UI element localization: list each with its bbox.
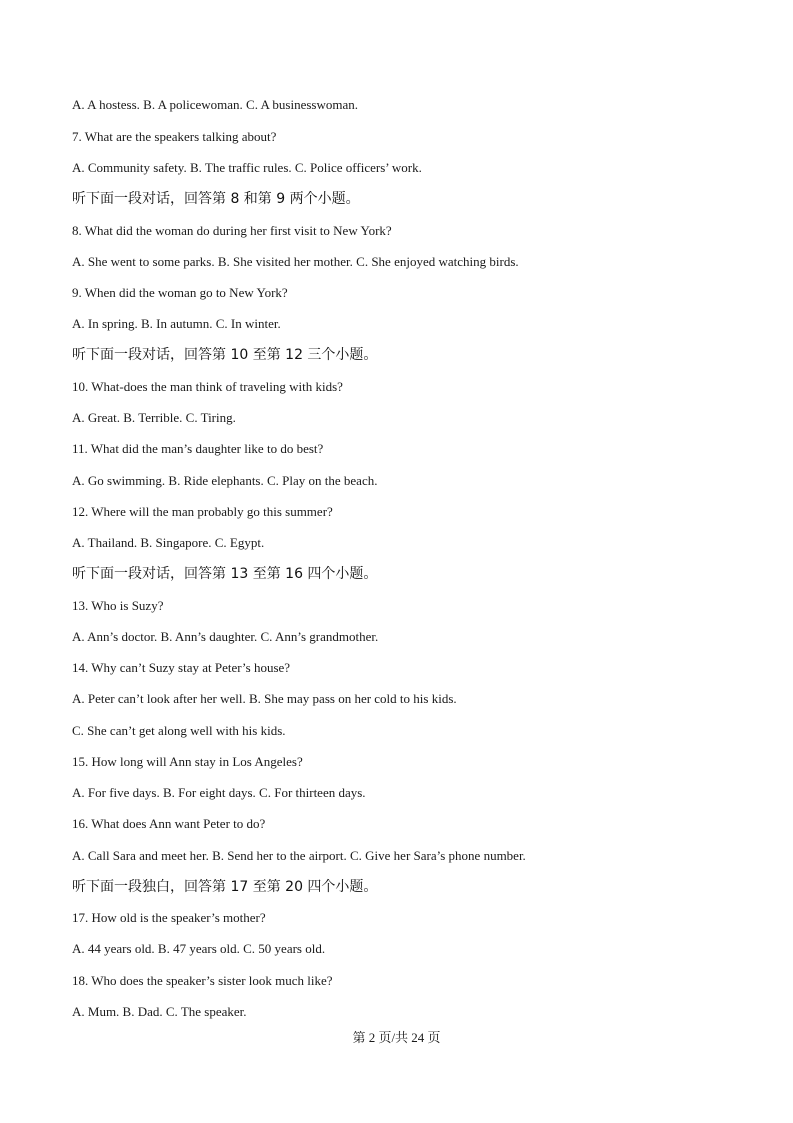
question-line: 12. Where will the man probably go this summer? <box>72 504 333 519</box>
options-line: C. She can’t get along well with his kids. <box>72 723 286 738</box>
options-line: A. In spring. B. In autumn. C. In winter. <box>72 316 281 331</box>
options-line: A. Peter can’t look after her well. B. She may pass on her cold to his kids. <box>72 691 457 706</box>
options-line: A. Mum. B. Dad. C. The speaker. <box>72 1004 247 1019</box>
options-line: A. 44 years old. B. 47 years old. C. 50 years old. <box>72 941 326 956</box>
options-line: A. She went to some parks. B. She visited her mother. C. She enjoyed watching birds. <box>72 254 519 269</box>
page-number-footer: 第 2 页/共 24 页 <box>352 1030 441 1045</box>
question-line: 11. What did the man’s daughter like to do best? <box>72 441 324 456</box>
options-line: A. For five days. B. For eight days. C. For thirteen days. <box>72 785 366 800</box>
question-line: 15. How long will Ann stay in Los Angeles? <box>72 754 303 769</box>
options-line: A. Great. B. Terrible. C. Tiring. <box>72 410 236 425</box>
question-line: 13. Who is Suzy? <box>72 598 164 613</box>
options-line: A. Call Sara and meet her. B. Send her to the airport. C. Give her Sara’s phone number. <box>72 848 526 863</box>
options-line: A. Community safety. B. The traffic rules. C. Police officers’ work. <box>72 160 422 175</box>
options-line: A. Go swimming. B. Ride elephants. C. Play on the beach. <box>72 473 378 488</box>
question-line: 18. Who does the speaker’s sister look much like? <box>72 973 333 988</box>
question-line: 8. What did the woman do during her first visit to New York? <box>72 223 392 238</box>
question-line: 16. What does Ann want Peter to do? <box>72 816 266 831</box>
options-line: A. Ann’s doctor. B. Ann’s daughter. C. Ann’s grandmother. <box>72 629 379 644</box>
section-heading: 听下面一段对话，回答第 10 至第 12 三个小题。 <box>72 347 378 363</box>
question-line: 17. How old is the speaker’s mother? <box>72 910 266 925</box>
section-heading: 听下面一段独白，回答第 17 至第 20 四个小题。 <box>72 879 378 895</box>
section-heading: 听下面一段对话，回答第 8 和第 9 两个小题。 <box>72 191 360 207</box>
section-heading: 听下面一段对话，回答第 13 至第 16 四个小题。 <box>72 566 378 582</box>
question-line: 7. What are the speakers talking about? <box>72 129 277 144</box>
options-line: A. Thailand. B. Singapore. C. Egypt. <box>72 535 265 550</box>
options-line: A. A hostess. B. A policewoman. C. A businesswoman. <box>72 97 359 112</box>
question-line: 9. When did the woman go to New York? <box>72 285 288 300</box>
question-line: 10. What-does the man think of traveling with kids? <box>72 379 343 394</box>
question-line: 14. Why can’t Suzy stay at Peter’s house? <box>72 660 291 675</box>
